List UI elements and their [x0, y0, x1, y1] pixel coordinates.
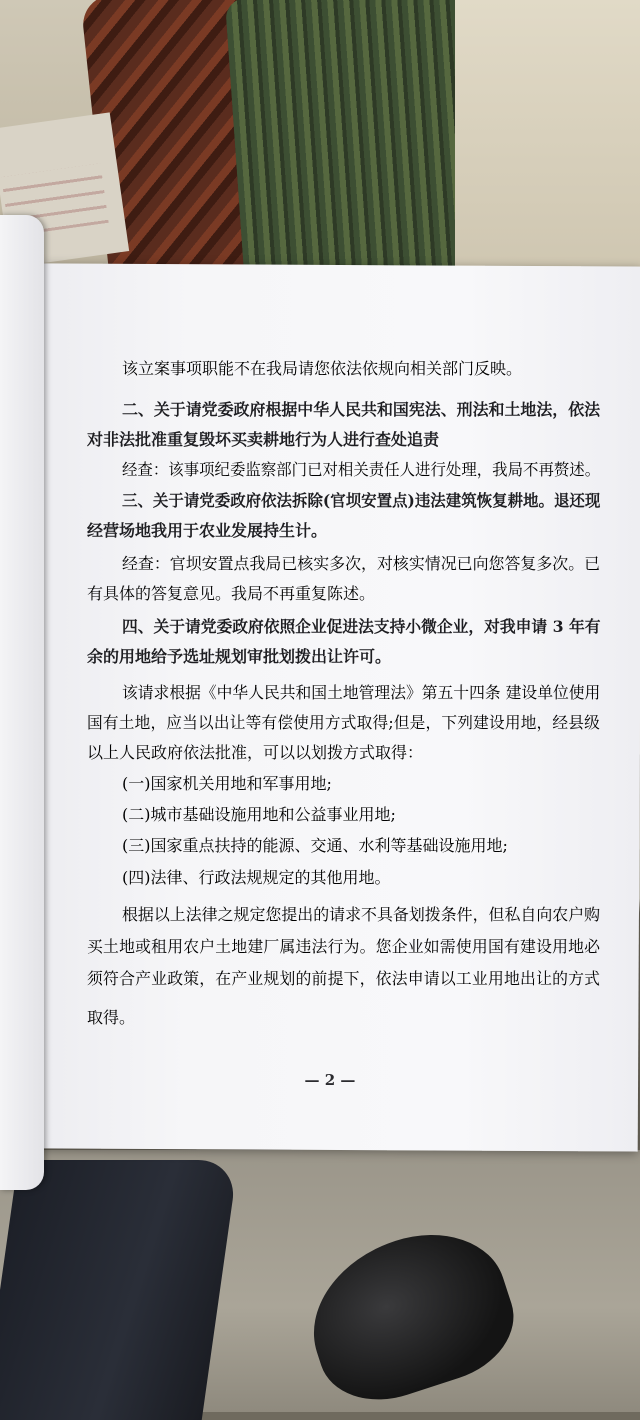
section-heading-cont: 经营场地我用于农业发展持生计。: [87, 521, 328, 540]
section-heading: 四、关于请党委政府依照企业促进法支持小微企业，对我申请 3 年有: [122, 617, 601, 636]
list-item: (四)法律、行政法规规定的其他用地。: [122, 868, 391, 887]
page-number: — 2 —: [304, 1071, 356, 1089]
list-item: (三)国家重点扶持的能源、交通、水利等基础设施用地;: [122, 836, 508, 855]
text-line: 该请求根据《中华人民共和国土地管理法》第五十四条 建设单位使用: [122, 683, 601, 702]
text-line: 经查：官坝安置点我局已核实多次，对核实情况已向您答复多次。已: [122, 554, 601, 573]
text-line: 以上人民政府依法批准，可以以划拨方式取得：: [87, 743, 424, 762]
text-line: 国有土地，应当以出让等有偿使用方式取得;但是，下列建设用地，经县级: [87, 713, 600, 732]
section-heading: 三、关于请党委政府依法拆除(官坝安置点)违法建筑恢复耕地。退还现: [122, 491, 601, 510]
text-line: 取得。: [87, 1008, 136, 1027]
text-line: 根据以上法律之规定您提出的请求不具备划拨条件，但私自向农户购: [122, 905, 601, 924]
section-heading-cont: 对非法批准重复毁坏买卖耕地行为人进行查处追责: [87, 430, 440, 449]
text-line: 买土地或租用农户土地建厂属违法行为。您企业如需使用国有建设用地必: [87, 937, 601, 956]
section-heading: 二、关于请党委政府根据中华人民共和国宪法、刑法和土地法，依法: [122, 400, 601, 419]
list-item: (二)城市基础设施用地和公益事业用地;: [122, 805, 396, 824]
text-line: 有具体的答复意见。我局不再重复陈述。: [87, 584, 376, 603]
text-line: 经查：该事项纪委监察部门已对相关责任人进行处理，我局不再赘述。: [122, 460, 601, 479]
text-line: 须符合产业政策，在产业规划的前提下，依法申请以工业用地出让的方式: [87, 969, 601, 988]
background-trouser-leg: [0, 1160, 238, 1420]
list-item: (一)国家机关用地和军事用地;: [122, 774, 332, 793]
background-left-page-edge: [0, 215, 44, 1190]
section-heading-cont: 余的用地给予选址规划审批划拨出让许可。: [87, 647, 392, 666]
text-line: 该立案事项职能不在我局请您依法依规向相关部门反映。: [122, 359, 523, 378]
